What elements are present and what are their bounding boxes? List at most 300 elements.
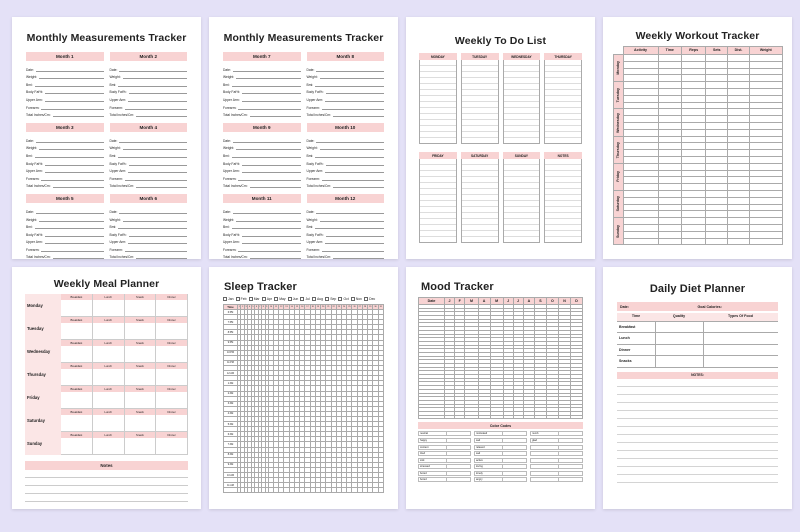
workout-cell[interactable] — [750, 224, 782, 231]
workout-cell[interactable] — [623, 116, 658, 123]
workout-cell[interactable] — [728, 82, 750, 89]
workout-cell[interactable] — [623, 197, 658, 204]
measurement-row[interactable] — [110, 135, 188, 143]
workout-cell[interactable] — [681, 231, 706, 238]
workout-cell[interactable] — [728, 136, 750, 143]
measurement-row[interactable] — [26, 72, 104, 80]
mood-cell[interactable] — [454, 415, 465, 419]
todo-lines[interactable] — [503, 60, 541, 144]
measurement-row[interactable] — [110, 150, 188, 158]
measurement-row[interactable] — [223, 214, 301, 222]
workout-cell[interactable] — [750, 116, 782, 123]
workout-cell[interactable] — [623, 136, 658, 143]
measurement-row[interactable] — [110, 237, 188, 245]
measurement-row[interactable] — [110, 166, 188, 174]
measurement-row[interactable] — [26, 166, 104, 174]
workout-cell[interactable] — [623, 82, 658, 89]
workout-cell[interactable] — [750, 82, 782, 89]
color-swatch[interactable] — [447, 464, 471, 469]
workout-cell[interactable] — [750, 129, 782, 136]
color-swatch[interactable] — [503, 471, 527, 476]
meal-cell[interactable] — [125, 409, 157, 432]
measurement-row[interactable] — [223, 222, 301, 230]
workout-cell[interactable] — [681, 211, 706, 218]
color-swatch[interactable] — [559, 471, 583, 476]
todo-lines[interactable] — [544, 159, 582, 243]
workout-cell[interactable] — [728, 109, 750, 116]
workout-cell[interactable] — [728, 170, 750, 177]
measurement-row[interactable] — [110, 72, 188, 80]
color-swatch[interactable] — [503, 451, 527, 456]
diet-cell[interactable] — [703, 333, 778, 345]
meal-cell[interactable] — [61, 294, 93, 317]
workout-cell[interactable] — [750, 88, 782, 95]
workout-cell[interactable] — [706, 238, 728, 245]
measurement-row[interactable] — [223, 110, 301, 118]
checkbox[interactable] — [351, 297, 355, 301]
measurement-row[interactable] — [223, 72, 301, 80]
workout-cell[interactable] — [750, 61, 782, 68]
workout-cell[interactable] — [750, 136, 782, 143]
color-swatch[interactable] — [447, 431, 471, 436]
measurement-row[interactable] — [110, 102, 188, 110]
diet-cell[interactable] — [655, 344, 703, 356]
meal-cell[interactable] — [61, 432, 93, 455]
color-swatch[interactable] — [559, 438, 583, 443]
measurement-row[interactable] — [307, 181, 385, 189]
workout-cell[interactable] — [728, 190, 750, 197]
todo-lines[interactable] — [419, 159, 457, 243]
mood-cell[interactable] — [523, 415, 535, 419]
measurement-row[interactable] — [307, 72, 385, 80]
color-swatch[interactable] — [447, 451, 471, 456]
measurement-row[interactable] — [110, 229, 188, 237]
workout-cell[interactable] — [750, 177, 782, 184]
workout-cell[interactable] — [681, 163, 706, 170]
workout-cell[interactable] — [728, 68, 750, 75]
measurement-row[interactable] — [223, 173, 301, 181]
workout-cell[interactable] — [728, 129, 750, 136]
meal-cell[interactable] — [156, 409, 188, 432]
measurement-row[interactable] — [26, 158, 104, 166]
month-option[interactable] — [288, 297, 298, 301]
workout-cell[interactable] — [728, 197, 750, 204]
measurement-row[interactable] — [110, 143, 188, 151]
workout-cell[interactable] — [681, 61, 706, 68]
measurement-row[interactable] — [307, 158, 385, 166]
checkbox[interactable] — [300, 297, 304, 301]
workout-cell[interactable] — [658, 218, 681, 225]
measurement-row[interactable] — [26, 244, 104, 252]
measurement-row[interactable] — [307, 102, 385, 110]
measurement-row[interactable] — [110, 222, 188, 230]
meal-cell[interactable] — [156, 432, 188, 455]
color-swatch[interactable] — [559, 477, 583, 482]
color-swatch[interactable] — [503, 438, 527, 443]
mood-cell[interactable] — [445, 415, 455, 419]
diet-cell[interactable] — [703, 321, 778, 333]
color-swatch[interactable] — [559, 431, 583, 436]
color-swatch[interactable] — [447, 458, 471, 463]
workout-cell[interactable] — [623, 88, 658, 95]
meal-cell[interactable] — [125, 386, 157, 409]
workout-cell[interactable] — [623, 190, 658, 197]
workout-cell[interactable] — [750, 190, 782, 197]
workout-cell[interactable] — [623, 68, 658, 75]
workout-cell[interactable] — [728, 88, 750, 95]
workout-cell[interactable] — [681, 150, 706, 157]
workout-cell[interactable] — [681, 197, 706, 204]
color-swatch[interactable] — [503, 458, 527, 463]
workout-cell[interactable] — [658, 88, 681, 95]
workout-cell[interactable] — [706, 55, 728, 62]
color-swatch[interactable] — [503, 431, 527, 436]
workout-cell[interactable] — [706, 116, 728, 123]
measurement-row[interactable] — [307, 229, 385, 237]
workout-cell[interactable] — [750, 184, 782, 191]
meal-cell[interactable] — [61, 363, 93, 386]
workout-cell[interactable] — [706, 75, 728, 82]
mood-cell[interactable] — [419, 415, 445, 419]
workout-cell[interactable] — [658, 238, 681, 245]
workout-cell[interactable] — [658, 68, 681, 75]
workout-cell[interactable] — [681, 156, 706, 163]
workout-cell[interactable] — [706, 88, 728, 95]
workout-cell[interactable] — [681, 218, 706, 225]
checkbox[interactable] — [249, 297, 253, 301]
notes-lines[interactable] — [25, 470, 188, 510]
color-swatch[interactable] — [447, 477, 471, 482]
measurement-row[interactable] — [26, 135, 104, 143]
measurement-row[interactable] — [26, 222, 104, 230]
color-swatch[interactable] — [447, 438, 471, 443]
workout-cell[interactable] — [706, 68, 728, 75]
workout-cell[interactable] — [728, 122, 750, 129]
workout-cell[interactable] — [658, 204, 681, 211]
workout-cell[interactable] — [623, 102, 658, 109]
meal-cell[interactable] — [125, 317, 157, 340]
measurement-row[interactable] — [307, 79, 385, 87]
workout-cell[interactable] — [750, 204, 782, 211]
color-swatch[interactable] — [447, 471, 471, 476]
workout-cell[interactable] — [750, 109, 782, 116]
meal-cell[interactable] — [61, 409, 93, 432]
measurement-row[interactable] — [110, 110, 188, 118]
meal-cell[interactable] — [93, 340, 125, 363]
workout-cell[interactable] — [658, 156, 681, 163]
workout-cell[interactable] — [706, 184, 728, 191]
workout-cell[interactable] — [728, 224, 750, 231]
color-swatch[interactable] — [559, 464, 583, 469]
meal-cell[interactable] — [156, 340, 188, 363]
month-option[interactable] — [223, 297, 233, 301]
month-option[interactable] — [338, 297, 348, 301]
workout-cell[interactable] — [706, 190, 728, 197]
measurement-row[interactable] — [110, 206, 188, 214]
checkbox[interactable] — [338, 297, 342, 301]
measurement-row[interactable] — [307, 150, 385, 158]
workout-cell[interactable] — [623, 177, 658, 184]
color-swatch[interactable] — [503, 464, 527, 469]
workout-cell[interactable] — [681, 136, 706, 143]
measurement-row[interactable] — [223, 237, 301, 245]
workout-cell[interactable] — [706, 197, 728, 204]
workout-cell[interactable] — [681, 129, 706, 136]
workout-cell[interactable] — [750, 231, 782, 238]
workout-cell[interactable] — [623, 231, 658, 238]
measurement-row[interactable] — [26, 237, 104, 245]
workout-cell[interactable] — [658, 184, 681, 191]
color-swatch[interactable] — [559, 445, 583, 450]
measurement-row[interactable] — [307, 206, 385, 214]
workout-cell[interactable] — [658, 177, 681, 184]
workout-cell[interactable] — [750, 143, 782, 150]
workout-cell[interactable] — [706, 218, 728, 225]
mood-cell[interactable] — [535, 415, 546, 419]
workout-cell[interactable] — [728, 150, 750, 157]
workout-cell[interactable] — [728, 116, 750, 123]
measurement-row[interactable] — [307, 64, 385, 72]
workout-cell[interactable] — [681, 190, 706, 197]
workout-cell[interactable] — [706, 150, 728, 157]
workout-cell[interactable] — [623, 170, 658, 177]
measurement-row[interactable] — [307, 110, 385, 118]
mood-cell[interactable] — [465, 415, 478, 419]
workout-cell[interactable] — [681, 95, 706, 102]
workout-cell[interactable] — [681, 224, 706, 231]
workout-cell[interactable] — [750, 211, 782, 218]
workout-cell[interactable] — [658, 163, 681, 170]
workout-cell[interactable] — [706, 211, 728, 218]
measurement-row[interactable] — [307, 252, 385, 259]
color-swatch[interactable] — [503, 477, 527, 482]
month-option[interactable] — [364, 297, 375, 301]
workout-cell[interactable] — [681, 184, 706, 191]
workout-cell[interactable] — [623, 95, 658, 102]
measurement-row[interactable] — [110, 252, 188, 259]
checkbox[interactable] — [288, 297, 292, 301]
workout-cell[interactable] — [623, 156, 658, 163]
measurement-row[interactable] — [26, 94, 104, 102]
meal-cell[interactable] — [93, 317, 125, 340]
workout-cell[interactable] — [706, 143, 728, 150]
measurement-row[interactable] — [26, 229, 104, 237]
measurement-row[interactable] — [223, 64, 301, 72]
workout-cell[interactable] — [658, 116, 681, 123]
measurement-row[interactable] — [110, 181, 188, 189]
workout-cell[interactable] — [706, 82, 728, 89]
workout-cell[interactable] — [681, 102, 706, 109]
checkbox[interactable] — [274, 297, 278, 301]
measurement-row[interactable] — [307, 244, 385, 252]
measurement-row[interactable] — [26, 143, 104, 151]
color-swatch[interactable] — [559, 458, 583, 463]
measurement-row[interactable] — [307, 135, 385, 143]
meal-cell[interactable] — [125, 294, 157, 317]
workout-cell[interactable] — [728, 163, 750, 170]
measurement-row[interactable] — [223, 229, 301, 237]
measurement-row[interactable] — [26, 64, 104, 72]
workout-cell[interactable] — [706, 109, 728, 116]
measurement-row[interactable] — [110, 87, 188, 95]
workout-cell[interactable] — [706, 156, 728, 163]
workout-cell[interactable] — [658, 122, 681, 129]
measurement-row[interactable] — [307, 214, 385, 222]
todo-lines[interactable] — [419, 60, 457, 144]
meal-cell[interactable] — [125, 432, 157, 455]
workout-cell[interactable] — [658, 102, 681, 109]
workout-cell[interactable] — [750, 122, 782, 129]
measurement-row[interactable] — [307, 173, 385, 181]
measurement-row[interactable] — [223, 166, 301, 174]
workout-cell[interactable] — [706, 177, 728, 184]
workout-cell[interactable] — [728, 231, 750, 238]
checkbox[interactable] — [364, 297, 368, 301]
workout-cell[interactable] — [681, 55, 706, 62]
workout-cell[interactable] — [750, 238, 782, 245]
measurement-row[interactable] — [307, 166, 385, 174]
color-swatch[interactable] — [503, 445, 527, 450]
workout-cell[interactable] — [728, 184, 750, 191]
workout-cell[interactable] — [658, 82, 681, 89]
workout-cell[interactable] — [681, 122, 706, 129]
workout-cell[interactable] — [728, 211, 750, 218]
workout-cell[interactable] — [681, 88, 706, 95]
workout-cell[interactable] — [706, 95, 728, 102]
mood-cell[interactable] — [559, 415, 571, 419]
workout-cell[interactable] — [623, 218, 658, 225]
sleep-cell[interactable] — [378, 488, 383, 493]
checkbox[interactable] — [223, 297, 227, 301]
diet-cell[interactable] — [655, 333, 703, 345]
todo-lines[interactable] — [461, 60, 499, 144]
color-swatch[interactable] — [447, 445, 471, 450]
workout-cell[interactable] — [623, 224, 658, 231]
workout-cell[interactable] — [681, 238, 706, 245]
month-option[interactable] — [300, 297, 309, 301]
measurement-row[interactable] — [26, 181, 104, 189]
measurement-row[interactable] — [223, 244, 301, 252]
todo-lines[interactable] — [503, 159, 541, 243]
workout-cell[interactable] — [623, 61, 658, 68]
measurement-row[interactable] — [110, 94, 188, 102]
workout-cell[interactable] — [728, 238, 750, 245]
measurement-row[interactable] — [26, 206, 104, 214]
meal-cell[interactable] — [61, 340, 93, 363]
mood-cell[interactable] — [490, 415, 503, 419]
workout-cell[interactable] — [706, 122, 728, 129]
workout-cell[interactable] — [728, 61, 750, 68]
month-option[interactable] — [351, 297, 362, 301]
measurement-row[interactable] — [307, 94, 385, 102]
meal-cell[interactable] — [61, 386, 93, 409]
workout-cell[interactable] — [681, 75, 706, 82]
notes-lines[interactable] — [617, 379, 778, 484]
measurement-row[interactable] — [223, 206, 301, 214]
workout-cell[interactable] — [623, 211, 658, 218]
month-option[interactable] — [262, 297, 272, 301]
workout-cell[interactable] — [658, 75, 681, 82]
workout-cell[interactable] — [750, 102, 782, 109]
measurement-row[interactable] — [110, 79, 188, 87]
workout-cell[interactable] — [623, 143, 658, 150]
workout-cell[interactable] — [728, 55, 750, 62]
workout-cell[interactable] — [750, 150, 782, 157]
meal-cell[interactable] — [156, 317, 188, 340]
workout-cell[interactable] — [681, 82, 706, 89]
month-option[interactable] — [274, 297, 285, 301]
meal-cell[interactable] — [93, 409, 125, 432]
diet-cell[interactable] — [703, 344, 778, 356]
meal-cell[interactable] — [61, 317, 93, 340]
workout-cell[interactable] — [706, 224, 728, 231]
measurement-row[interactable] — [223, 181, 301, 189]
workout-cell[interactable] — [623, 150, 658, 157]
measurement-row[interactable] — [110, 158, 188, 166]
month-option[interactable] — [312, 297, 323, 301]
workout-cell[interactable] — [623, 55, 658, 62]
measurement-row[interactable] — [26, 173, 104, 181]
workout-cell[interactable] — [681, 204, 706, 211]
workout-cell[interactable] — [658, 224, 681, 231]
workout-cell[interactable] — [750, 75, 782, 82]
measurement-row[interactable] — [26, 150, 104, 158]
workout-cell[interactable] — [681, 177, 706, 184]
measurement-row[interactable] — [26, 87, 104, 95]
workout-cell[interactable] — [750, 163, 782, 170]
meal-cell[interactable] — [125, 340, 157, 363]
diet-cell[interactable] — [655, 321, 703, 333]
meal-cell[interactable] — [93, 386, 125, 409]
workout-cell[interactable] — [728, 95, 750, 102]
workout-cell[interactable] — [658, 211, 681, 218]
mood-cell[interactable] — [478, 415, 490, 419]
measurement-row[interactable] — [307, 143, 385, 151]
workout-cell[interactable] — [706, 231, 728, 238]
workout-cell[interactable] — [706, 61, 728, 68]
workout-cell[interactable] — [750, 218, 782, 225]
meal-cell[interactable] — [93, 363, 125, 386]
measurement-row[interactable] — [110, 244, 188, 252]
checkbox[interactable] — [236, 297, 240, 301]
workout-cell[interactable] — [658, 109, 681, 116]
workout-cell[interactable] — [706, 204, 728, 211]
measurement-row[interactable] — [223, 150, 301, 158]
measurement-row[interactable] — [110, 64, 188, 72]
measurement-row[interactable] — [223, 94, 301, 102]
measurement-row[interactable] — [26, 214, 104, 222]
workout-cell[interactable] — [658, 143, 681, 150]
workout-cell[interactable] — [658, 61, 681, 68]
workout-cell[interactable] — [681, 116, 706, 123]
mood-cell[interactable] — [546, 415, 559, 419]
measurement-row[interactable] — [307, 222, 385, 230]
mood-cell[interactable] — [503, 415, 513, 419]
workout-cell[interactable] — [681, 109, 706, 116]
month-option[interactable] — [236, 297, 247, 301]
measurement-row[interactable] — [223, 143, 301, 151]
workout-cell[interactable] — [623, 122, 658, 129]
diet-cell[interactable] — [655, 356, 703, 368]
meal-cell[interactable] — [156, 386, 188, 409]
workout-cell[interactable] — [750, 170, 782, 177]
measurement-row[interactable] — [26, 252, 104, 259]
workout-cell[interactable] — [750, 197, 782, 204]
workout-cell[interactable] — [658, 197, 681, 204]
measurement-row[interactable] — [223, 158, 301, 166]
measurement-row[interactable] — [26, 79, 104, 87]
workout-cell[interactable] — [750, 156, 782, 163]
